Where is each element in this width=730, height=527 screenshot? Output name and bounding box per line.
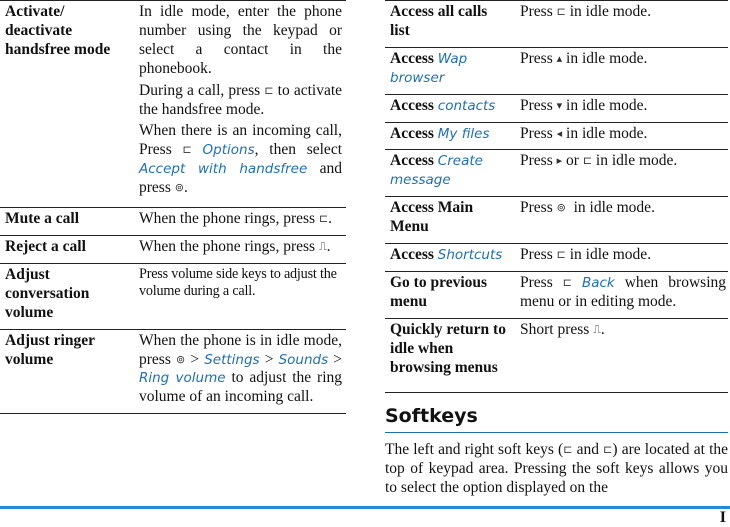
menu-options: Options	[202, 142, 255, 159]
row-label: Reject a call	[5, 237, 86, 255]
row-label: Mute a call	[5, 210, 80, 228]
row-description: When the phone is in idle mode, press ⊚ > Settings > Sounds > Ring volume to adjust the ring volume of an incoming call.	[139, 331, 343, 406]
paragraph: When there is an incoming call, Press ⊏ Options, then select Accept with handsfree and press ⊚.	[139, 122, 343, 197]
section-heading-softkeys: Softkeys	[385, 405, 728, 433]
ok-key-icon: ⊚	[556, 201, 566, 215]
ok-key-icon: ⊚	[174, 181, 184, 195]
row-description: When the phone rings, press ⎍.	[139, 237, 331, 255]
left-softkey-icon: ⊏	[182, 143, 192, 157]
left-column	[0, 0, 346, 414]
menu-ring-volume: Ring volume	[139, 370, 226, 387]
table-row	[385, 244, 728, 272]
menu-sounds: Sounds	[278, 351, 329, 368]
row-label: Access My files	[390, 124, 490, 142]
softkeys-paragraph: The left and right soft keys (⊏ and ⊏) are located at the top of keypad area. Pressing the soft keys allows you to select the option displayed on the	[385, 440, 729, 497]
row-description: When the phone rings, press ⊏.	[139, 210, 333, 228]
right-softkey-icon: ⊏	[603, 442, 613, 456]
menu-create-message: Create message	[390, 153, 483, 189]
table-row	[385, 318, 728, 392]
menu-settings: Settings	[204, 351, 260, 368]
row-label: Access Wap browser	[390, 49, 468, 86]
footer-rule	[0, 506, 730, 509]
table-row	[0, 263, 346, 329]
row-description: Press ◂ in idle mode.	[520, 124, 648, 142]
ok-key-icon: ⊚	[175, 352, 186, 366]
row-label: Adjust ringer volume	[5, 331, 95, 368]
left-softkey-icon: ⊏	[563, 442, 573, 456]
menu-my-files: My files	[437, 125, 490, 142]
right-softkey-icon: ⊏	[556, 248, 566, 262]
left-arrow-icon: ◂	[556, 126, 563, 140]
right-arrow-icon: ▸	[556, 154, 563, 168]
left-feature-table	[0, 0, 346, 414]
table-row	[385, 94, 728, 122]
table-row	[0, 235, 346, 263]
right-column	[385, 0, 728, 498]
row-description: Press ⊚ in idle mode.	[520, 199, 655, 217]
row-description: Press ▾ in idle mode.	[520, 96, 648, 114]
up-arrow-icon: ▴	[556, 51, 563, 65]
row-description: Press ▸ or ⊏ in idle mode.	[520, 152, 678, 170]
table-row	[0, 329, 346, 414]
end-key-icon: ⎍	[593, 322, 601, 336]
right-shortcut-table	[385, 0, 728, 393]
page-number: I	[719, 509, 726, 526]
paragraph: In idle mode, enter the phone number using the keypad or select a contact in the phonebook.	[139, 3, 342, 77]
row-label: Activate/ deactivate handsfree mode	[5, 3, 111, 58]
row-label: Access Shortcuts	[390, 246, 503, 264]
row-description: Press ⊏ in idle mode.	[520, 3, 652, 20]
row-description: Short press ⎍.	[520, 320, 605, 338]
menu-back: Back	[581, 274, 615, 291]
row-description	[129, 1, 346, 208]
row-label: Go to previous menu	[390, 273, 488, 310]
menu-shortcuts: Shortcuts	[437, 247, 503, 264]
table-row	[385, 1, 728, 48]
end-key-icon: ⎍	[318, 239, 327, 253]
table-row	[385, 122, 728, 150]
row-description: Press ⊏ in idle mode.	[520, 246, 652, 264]
menu-wap-browser: Wap browser	[390, 50, 468, 86]
table-row	[0, 208, 346, 236]
paragraph: During a call, press ⊏ to activate the handsfree mode.	[139, 81, 343, 118]
table-row	[385, 150, 728, 197]
row-description: Press volume side keys to adjust the volume during a call.	[139, 265, 337, 300]
row-label: Access all calls list	[390, 3, 488, 39]
table-row	[385, 47, 728, 94]
call-key-icon: ⊏	[556, 5, 566, 18]
left-softkey-icon: ⊏	[582, 154, 593, 168]
menu-contacts: contacts	[437, 97, 496, 114]
table-row	[385, 271, 728, 318]
right-softkey-icon: ⊏	[562, 275, 572, 289]
row-label: Access contacts	[390, 96, 496, 114]
row-label: Access Create message	[390, 152, 483, 189]
menu-accept-with-handsfree: Accept with handsfree	[139, 161, 308, 178]
table-row	[0, 1, 346, 208]
down-arrow-icon: ▾	[556, 98, 563, 112]
right-softkey-icon: ⊏	[318, 212, 329, 226]
row-label: Access Main Menu	[390, 199, 474, 236]
row-label: Quickly return to idle when browsing menus	[390, 320, 506, 376]
row-label: Adjust conversation volume	[5, 265, 90, 321]
row-description: Press ⊏ Back when browsing menu or in editing mode.	[520, 273, 726, 310]
table-row	[385, 197, 728, 244]
right-softkey-icon: ⊏	[264, 83, 274, 97]
row-description: Press ▴ in idle mode.	[520, 49, 648, 67]
